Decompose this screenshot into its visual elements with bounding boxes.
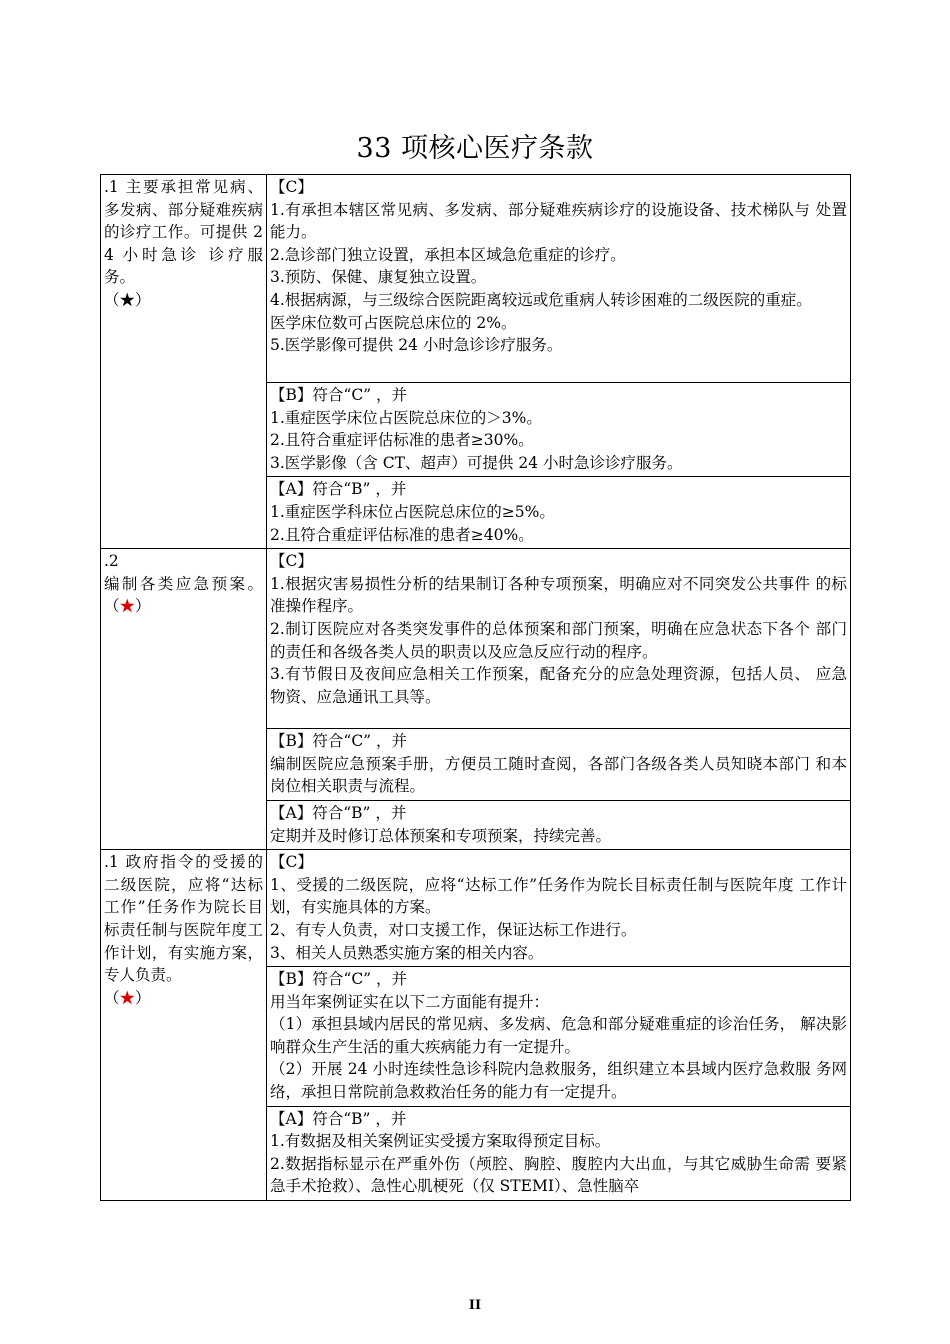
criterion-line: 医学床位数可占医院总床位的 2%。 — [270, 313, 517, 332]
criterion-line: 3.医学影像（含 CT、超声）可提供 24 小时急诊诊疗服务。 — [270, 453, 683, 472]
table-row — [101, 175, 851, 383]
level-header: 【B】符合“C” ，并 — [270, 970, 408, 989]
section-item-suffix: ） — [135, 597, 151, 616]
section-item-text: .1 主要承担常见病、多发病、部分疑难疾病的诊疗工作。可提供 24 小时急诊 诊疗服务。 — [104, 178, 263, 287]
criterion-line: 2.且符合重症评估标准的患者≥30%。 — [270, 431, 534, 450]
table-row — [101, 850, 851, 967]
criterion-line: 2.制订医院应对各类突发事件的总体预案和部门预案，明确在应急状态下各个 部门的责任和各级各类人员的职责以及应急反应行动的程序。 — [270, 619, 847, 661]
level-cell — [267, 800, 851, 849]
criterion-line: 1.根据灾害易损性分析的结果制订各种专项预案，明确应对不同突发公共事件 的标准操作程序。 — [270, 574, 847, 616]
star-icon: ★ — [119, 597, 136, 616]
criterion-line: 3.预防、保健、康复独立设置。 — [270, 268, 487, 287]
section-item-cell — [101, 850, 267, 1201]
criterion-line: 2.且符合重症评估标准的患者≥40%。 — [270, 525, 534, 544]
level-cell — [267, 967, 851, 1107]
star-mark-group: （★） — [104, 988, 151, 1007]
criterion-line: 4.根据病源，与三级综合医院距离较远或危重病人转诊困难的二级医院的重症。 — [270, 290, 812, 309]
criterion-line: 1.有承担本辖区常见病、多发病、部分疑难疾病诊疗的设施设备、技术梯队与 处置能力。 — [270, 200, 847, 242]
criterion-line: 定期并及时修订总体预案和专项预案，持续完善。 — [270, 826, 612, 845]
criterion-line: 5.医学影像可提供 24 小时急诊诊疗服务。 — [270, 336, 563, 355]
level-cell — [267, 383, 851, 477]
criteria-table — [100, 174, 851, 1201]
level-cell — [267, 175, 851, 383]
star-mark-group: （★） — [104, 290, 151, 309]
criterion-line: 2.急诊部门独立设置，承担本区域急危重症的诊疗。 — [270, 245, 626, 264]
page-number: II — [468, 1298, 482, 1313]
level-header: 【A】符合“B” ，并 — [270, 803, 407, 822]
page-title: 33 项核心医疗条款 — [356, 133, 594, 164]
level-header: 【B】符合“C” ，并 — [270, 386, 408, 404]
table-row — [101, 549, 851, 729]
level-cell — [267, 477, 851, 549]
criterion-line: （1）承担县域内居民的常见病、多发病、危急和部分疑难重症的诊治任务， 解决影响群众生产生活的重大疾病能力有一定提升。 — [270, 1015, 847, 1056]
level-cell — [267, 1106, 851, 1200]
criterion-line: （2）开展 24 小时连续性急诊科院内急救服务，组织建立本县域内医疗急救服 务网络，承担日常院前急救救治任务的能力有一定提升。 — [270, 1060, 847, 1102]
level-header: 【C】 — [270, 853, 313, 872]
star-icon: ★ — [119, 290, 136, 309]
level-header: 【C】 — [270, 178, 313, 196]
criterion-line: 2、有专人负责，对口支援工作，保证达标工作进行。 — [270, 920, 637, 939]
criterion-line: 1.重症医学床位占医院总床位的＞3%。 — [270, 408, 542, 427]
criterion-line: 编制医院应急预案手册，方便员工随时查阅，各部门各级各类人员知晓本部门 和本岗位相关职责与流程。 — [270, 754, 847, 796]
level-header: 【A】符合“B” ，并 — [270, 480, 407, 499]
criterion-line: 1、受援的二级医院，应将“达标工作”任务作为院长目标责任制与医院年度 工作计划，有实施具体的方案。 — [270, 875, 847, 917]
criterion-line: 用当年案例证实在以下二方面能有提升： — [270, 992, 550, 1011]
level-header: 【B】符合“C” ，并 — [270, 732, 408, 751]
section-item-cell — [101, 175, 267, 549]
section-item-cell — [101, 549, 267, 850]
criterion-line: 3.有节假日及夜间应急相关工作预案，配备充分的应急处理资源，包括人员、 应急物资、应急通讯工具等。 — [270, 665, 847, 706]
level-header: 【C】 — [270, 552, 313, 571]
star-icon: ★ — [119, 988, 136, 1007]
criterion-line: 1.重症医学科床位占医院总床位的≥5%。 — [270, 502, 555, 521]
level-cell — [267, 850, 851, 967]
level-header: 【A】符合“B” ，并 — [270, 1109, 407, 1128]
section-item-text: .1 政府指令的受援的二级医院，应将“达标工作”任务作为院长目标责任制与医院年度工作计划，有实施方案，专人负责。 — [104, 853, 263, 985]
criterion-line: 3、相关人员熟悉实施方案的相关内容。 — [270, 943, 544, 962]
level-cell — [267, 729, 851, 801]
criterion-line: 2.数据指标显示在严重外伤（颅腔、胸腔、腹腔内大出血，与其它威胁生命需 要紧急手术抢救）、急性心肌梗死（仅 STEMI）、急性脑卒 — [270, 1154, 847, 1196]
criterion-line: 1.有数据及相关案例证实受援方案取得预定目标。 — [270, 1132, 611, 1151]
section-item-text: .2 编制各类应急预案。（ — [104, 552, 263, 616]
level-cell — [267, 549, 851, 729]
